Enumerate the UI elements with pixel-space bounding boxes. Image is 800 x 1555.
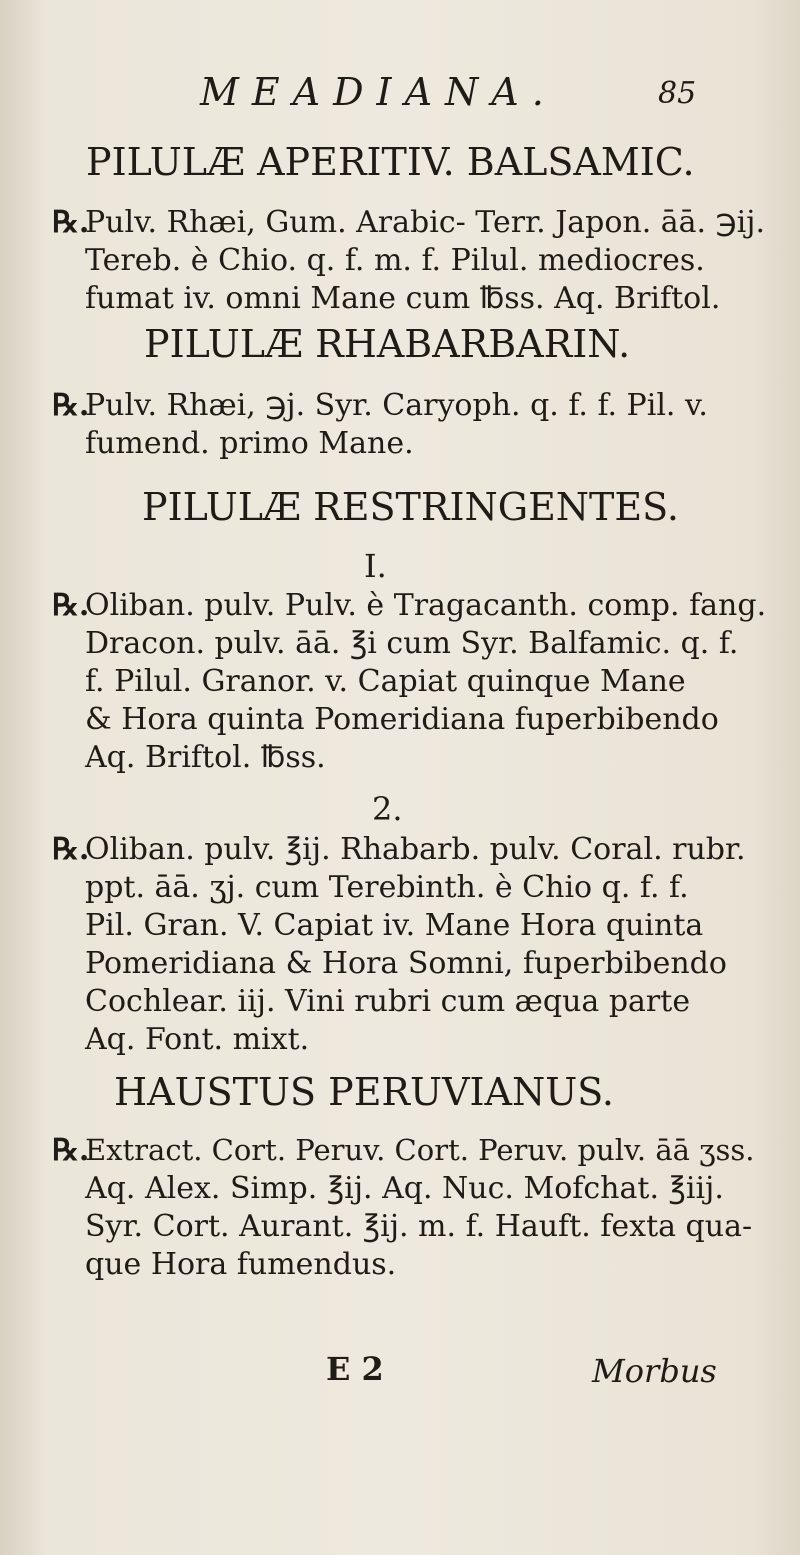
recipe-restringentes-1 (52, 588, 772, 788)
recipe-rhabarbarin (52, 388, 772, 468)
recipe-line: Extract. Cort. Peruv. Cort. Peruv. pulv. āā ʒss. (85, 1133, 755, 1167)
recipe-number: I. (364, 547, 387, 585)
recipe-line: Aq. Briftol. ℔ss. (85, 740, 326, 775)
rx-symbol: ℞. (52, 205, 90, 240)
rx-symbol: ℞. (52, 388, 90, 423)
rx-symbol: ℞. (52, 588, 90, 623)
recipe-line: fumat iv. omni Mane cum ℔ss. Aq. Briftol. (85, 281, 721, 316)
section-heading-rhabarbarin: PILULÆ RHABARBARIN. (144, 322, 631, 366)
section-heading-restringentes: PILULÆ RESTRINGENTES. (142, 485, 679, 529)
recipe-line: Aq. Alex. Simp. ℥ij. Aq. Nuc. Mofchat. ℥iij. (85, 1171, 724, 1206)
recipe-line: Dracon. pulv. āā. ℥i cum Syr. Balfamic. q. f. (85, 626, 739, 661)
page-number: 85 (658, 76, 697, 111)
page-footer (0, 1350, 800, 1410)
recipe-line: Pulv. Rhæi, ℈j. Syr. Caryoph. q. f. f. Pil. v. (85, 388, 708, 423)
page-header (0, 70, 800, 130)
recipe-line: que Hora fumendus. (85, 1247, 397, 1282)
section-heading-peruvianus: HAUSTUS PERUVIANUS. (114, 1070, 614, 1114)
recipe-line: Pomeridiana & Hora Somni, fuperbibendo (85, 946, 727, 981)
recipe-aperitiv (52, 205, 772, 325)
recipe-line: Aq. Font. mixt. (85, 1022, 310, 1057)
recipe-line: ppt. āā. ʒj. cum Terebinth. è Chio q. f. f. (85, 870, 689, 905)
recipe-line: Pulv. Rhæi, Gum. Arabic- Terr. Japon. āā. ℈ij. (85, 205, 765, 240)
signature-mark: E 2 (326, 1350, 384, 1388)
catchword: Morbus (592, 1352, 717, 1390)
recipe-restringentes-2 (52, 832, 772, 1072)
recipe-line: Oliban. pulv. ℥ij. Rhabarb. pulv. Coral. rubr. (85, 832, 746, 867)
recipe-line: & Hora quinta Pomeridiana fuperbibendo (85, 702, 719, 737)
recipe-line: Cochlear. iij. Vini rubri cum æqua parte (85, 984, 691, 1019)
recipe-line: Syr. Cort. Aurant. ℥ij. m. f. Hauft. fexta qua- (85, 1209, 753, 1244)
recipe-line: Tereb. è Chio. q. f. m. f. Pilul. mediocres. (85, 243, 705, 278)
recipe-line: f. Pilul. Granor. v. Capiat quinque Mane (85, 664, 686, 699)
recipe-peruvianus (52, 1133, 772, 1293)
recipe-number: 2. (372, 790, 403, 828)
rx-symbol: ℞. (52, 1133, 90, 1168)
recipe-line: Pil. Gran. V. Capiat iv. Mane Hora quinta (85, 908, 704, 943)
section-heading-aperitiv: PILULÆ APERITIV. BALSAMIC. (86, 140, 695, 184)
recipe-line: fumend. primo Mane. (85, 426, 414, 461)
recipe-line: Oliban. pulv. Pulv. è Tragacanth. comp. fang. (85, 588, 767, 623)
running-title: MEADIANA. (200, 70, 557, 114)
rx-symbol: ℞. (52, 832, 90, 867)
